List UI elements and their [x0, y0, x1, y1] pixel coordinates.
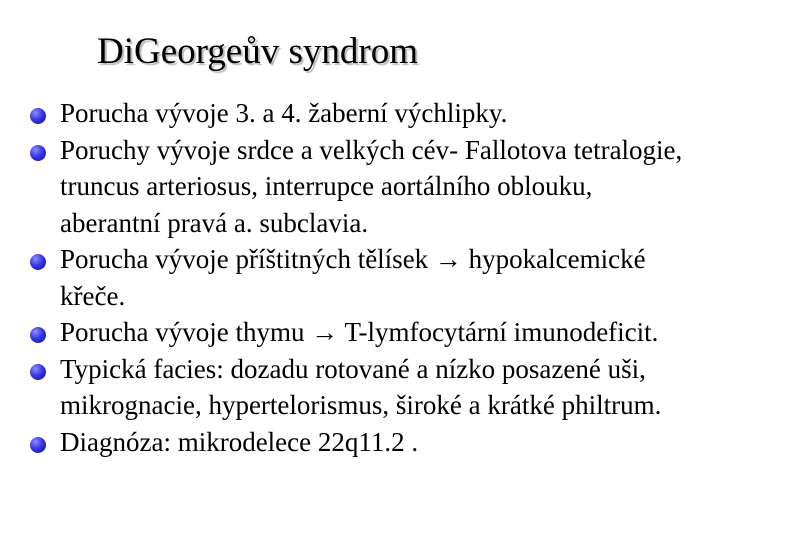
bullet-list: [30, 95, 808, 460]
bullet-dot-icon: [30, 437, 46, 453]
bullet-text-line: Porucha vývoje 3. a 4. žaberní výchlipky.: [60, 98, 508, 128]
bullet-text-line: Poruchy vývoje srdce a velkých cév- Fallotova tetralogie,: [60, 134, 683, 165]
slide-title: DiGeorgeův syndrom: [97, 31, 418, 72]
bullet-dot-icon: [30, 254, 46, 270]
bullet-item: [30, 132, 808, 242]
bullet-text-line: truncus arteriosus, interrupce aortálního oblouku,: [60, 171, 593, 201]
bullet-text-line: křeče.: [60, 280, 126, 311]
bullet-text-line: Porucha vývoje příštitných tělísek → hypokalcemické: [60, 244, 646, 274]
bullet-item: [30, 95, 808, 132]
bullet-dot-icon: [30, 108, 46, 124]
bullet-dot-icon: [30, 364, 46, 380]
bullet-text-line: mikrognacie, hypertelorismus, široké a krátké philtrum.: [60, 390, 662, 420]
bullet-text-line: Diagnóza: mikrodelece 22q11.2 .: [60, 426, 419, 457]
bullet-item: [30, 314, 808, 351]
bullet-item: [30, 424, 808, 461]
bullet-text-line: Porucha vývoje thymu → T-lymfocytární imunodeficit.: [60, 317, 659, 347]
bullet-item: [30, 241, 808, 314]
bullet-text-line: aberantní pravá a. subclavia.: [60, 207, 369, 238]
bullet-item: [30, 351, 808, 424]
bullet-dot-icon: [30, 327, 46, 343]
bullet-text-line: Typická facies: dozadu rotované a nízko posazené uši,: [60, 353, 646, 384]
bullet-dot-icon: [30, 145, 46, 161]
